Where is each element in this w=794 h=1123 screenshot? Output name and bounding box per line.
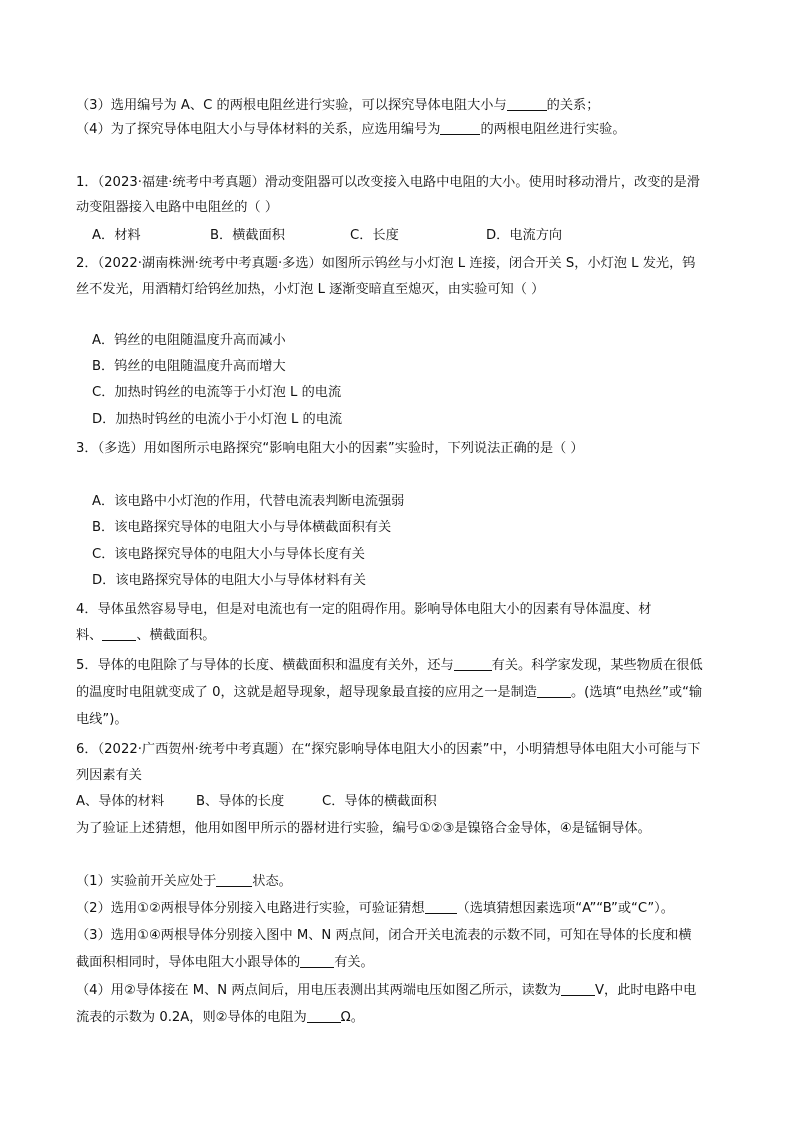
q2-option-d[interactable]: D．加热时钨丝的电流小于小灯泡 L 的电流 xyxy=(92,412,343,427)
answer-blank[interactable] xyxy=(561,981,595,996)
prev-item-4: （4）为了探究导体电阻大小与导体材料的关系，应选用编号为 的两根电阻丝进行实验。 xyxy=(76,122,626,137)
answer-blank[interactable] xyxy=(440,120,480,135)
q6-factor-c: C．导体的横截面积 xyxy=(322,794,437,809)
q2-option-a[interactable]: A．钨丝的电阻随温度升高而减小 xyxy=(92,333,286,348)
q1-option-c[interactable]: C．长度 xyxy=(350,228,399,243)
q3-stem: 3．（多选）用如图所示电路探究“影响电阻大小的因素”实验时，下列说法正确的是（ ） xyxy=(76,441,584,456)
q4-line-1: 4．导体虽然容易导电，但是对电流也有一定的阻碍作用。影响导体电阻大小的因素有导体温度、材 xyxy=(76,602,652,617)
q6-factor-a: A、导体的材料 xyxy=(76,794,165,809)
q1-stem-line-2: 动变阻器接入电路中电阻丝的（ ） xyxy=(76,200,279,215)
q1-option-a[interactable]: A．材料 xyxy=(92,228,141,243)
q6-line-1: 6．（2022·广西贺州·统考中考真题）在“探究影响导体电阻大小的因素”中，小明猜想导体电阻大小可能与下 xyxy=(76,742,701,757)
q6-line-2: 列因素有关 xyxy=(76,768,142,783)
answer-blank[interactable] xyxy=(425,899,457,914)
q6-sub-1: （1）实验前开关应处于 状态。 xyxy=(76,874,292,889)
q6-line-4: 为了验证上述猜想，他用如图甲所示的器材进行实验，编号①②③是镍铬合金导体，④是锰铜导体。 xyxy=(76,821,651,836)
q2-stem-line-2: 丝不发光，用酒精灯给钨丝加热，小灯泡 L 逐渐变暗直至熄灭，由实验可知（ ） xyxy=(76,282,545,297)
q4-line-2: 料、 、横截面积。 xyxy=(76,628,216,643)
answer-blank[interactable] xyxy=(454,656,492,671)
q5-line-1: 5．导体的电阻除了与导体的长度、横截面积和温度有关外，还与 有关。科学家发现，某些物质在很低 xyxy=(76,658,703,673)
q6-sub-4-line-2: 流表的示数为 0.2A，则②导体的电阻为 Ω。 xyxy=(76,1010,364,1025)
q6-sub-2: （2）选用①②两根导体分别接入电路进行实验，可验证猜想 （选填猜想因素选项“A”“B”或“C”）。 xyxy=(76,901,674,916)
q1-options xyxy=(92,226,692,246)
answer-blank[interactable] xyxy=(507,96,547,111)
q3-option-b[interactable]: B．该电路探究导体的电阻大小与导体横截面积有关 xyxy=(92,520,392,535)
answer-blank[interactable] xyxy=(300,953,334,968)
q6-sub-3-line-2: 截面积相同时，导体电阻大小跟导体的 有关。 xyxy=(76,955,374,970)
answer-blank[interactable] xyxy=(307,1008,341,1023)
q6-sub-4-line-1: （4）用②导体接在 M、N 两点间后，用电压表测出其两端电压如图乙所示，读数为 V，此时电路中电 xyxy=(76,983,697,998)
answer-blank[interactable] xyxy=(102,626,136,641)
q6-sub-3-line-1: （3）选用①④两根导体分别接入图中 M、N 两点间，闭合开关电流表的示数不同，可知在导体的长度和横 xyxy=(76,928,692,943)
answer-blank[interactable] xyxy=(537,683,571,698)
q5-line-2: 的温度时电阻就变成了 0，这就是超导现象，超导现象最直接的应用之一是制造 。(选填“电热丝”或“输 xyxy=(76,685,703,700)
q5-line-3: 电线”)。 xyxy=(76,712,128,727)
q2-option-b[interactable]: B．钨丝的电阻随温度升高而增大 xyxy=(92,359,286,374)
q6-factors xyxy=(76,792,676,812)
q3-option-a[interactable]: A．该电路中小灯泡的作用，代替电流表判断电流强弱 xyxy=(92,494,405,509)
q2-option-c[interactable]: C．加热时钨丝的电流等于小灯泡 L 的电流 xyxy=(92,385,342,400)
answer-blank[interactable] xyxy=(216,872,252,887)
q1-option-d[interactable]: D．电流方向 xyxy=(486,228,563,243)
prev-item-3: （3）选用编号为 A、C 的两根电阻丝进行实验，可以探究导体电阻大小与 的关系； xyxy=(76,98,600,113)
q3-option-d[interactable]: D．该电路探究导体的电阻大小与导体材料有关 xyxy=(92,573,366,588)
q6-factor-b: B、导体的长度 xyxy=(196,794,285,809)
q2-stem-line-1: 2．（2022·湖南株洲·统考中考真题·多选）如图所示钨丝与小灯泡 L 连接，闭合开关 S，小灯泡 L 发光，钨 xyxy=(76,256,696,271)
q3-option-c[interactable]: C．该电路探究导体的电阻大小与导体长度有关 xyxy=(92,547,365,562)
q1-option-b[interactable]: B．横截面积 xyxy=(210,228,285,243)
q1-stem-line-1: 1．（2023·福建·统考中考真题）滑动变阻器可以改变接入电路中电阻的大小。使用时移动滑片，改变的是滑 xyxy=(76,175,700,190)
